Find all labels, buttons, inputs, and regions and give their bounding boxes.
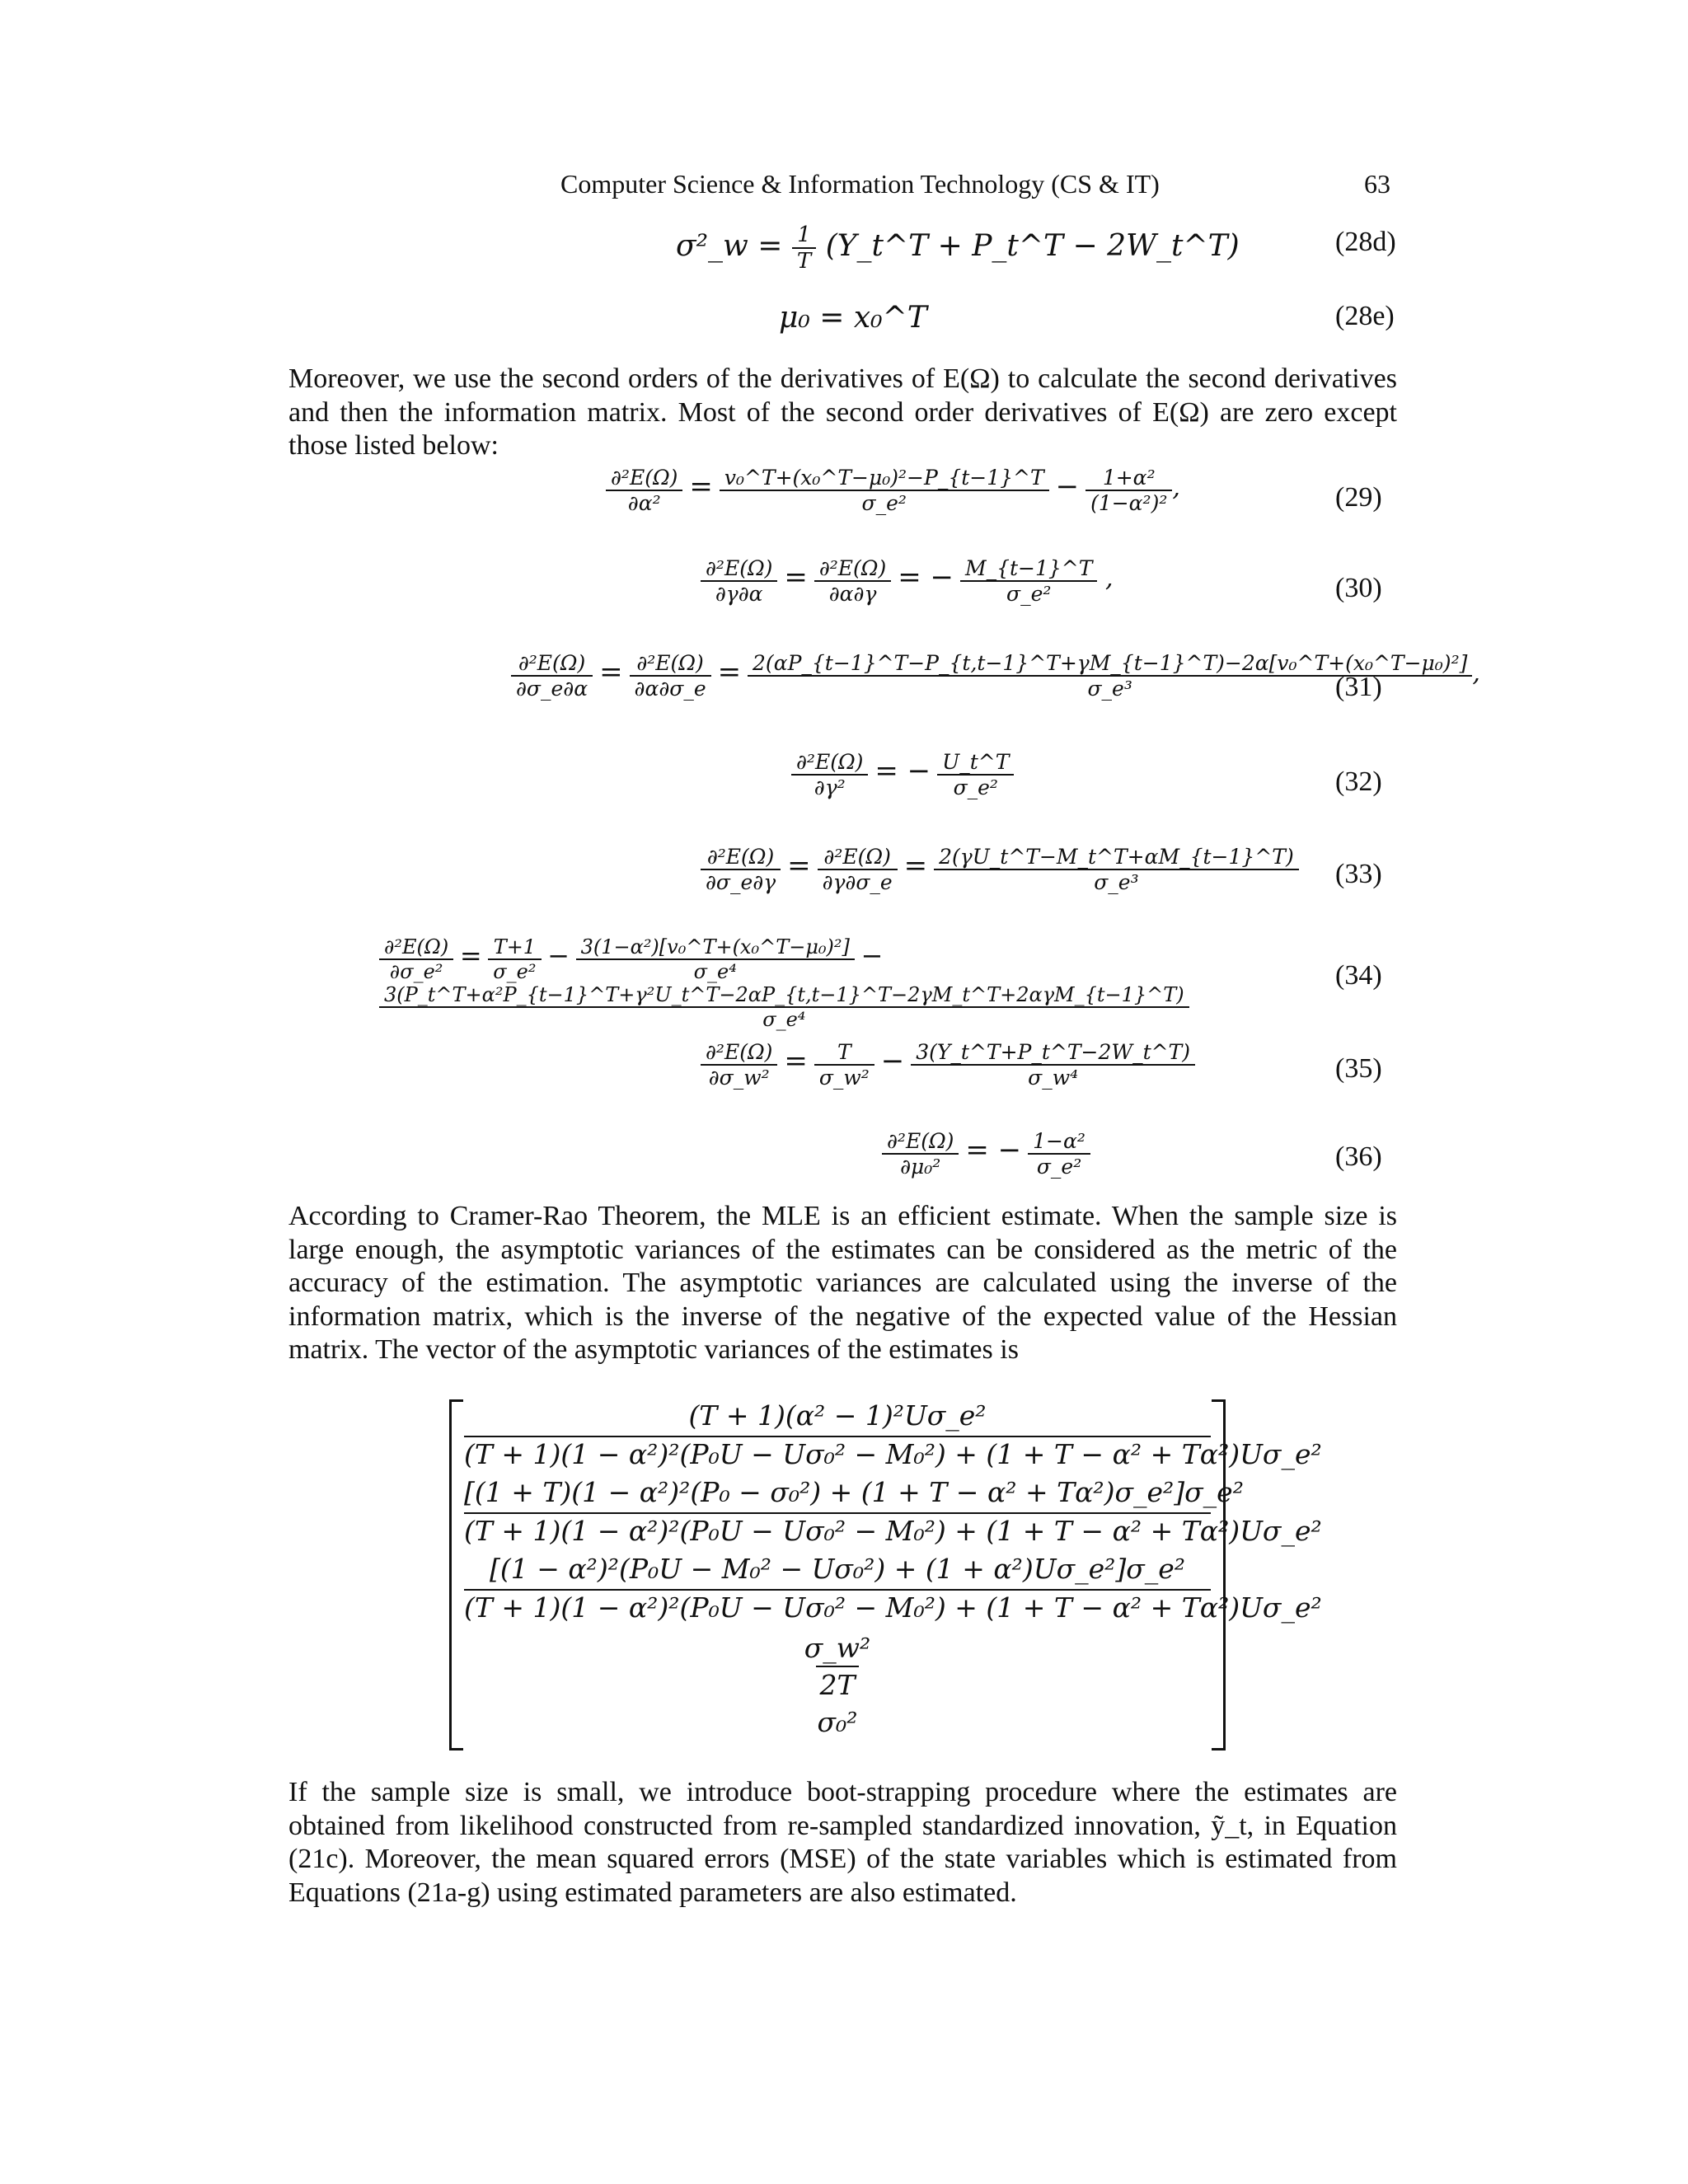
matrix-r2-fraction-line <box>464 1512 1211 1514</box>
eq28d-coef: $\frac{1}{T}$ <box>792 223 816 274</box>
eq28e-number: (28e) <box>1335 301 1395 331</box>
eq28d-number: (28d) <box>1335 227 1396 257</box>
eq33-number: (33) <box>1335 859 1382 889</box>
matrix-r5-entry: σ₀² <box>817 1706 858 1738</box>
paragraph-derivatives-intro: Moreover, we use the second orders of the derivatives of E(Ω) to calculate the second derivatives and then the information matrix. Most of the second order derivatives of E(Ω) are zero except those listed below: <box>288 363 1397 461</box>
matrix-r2-numerator: [(1 + T)(1 − α²)²(P₀ − σ₀²) + (1 + T − α² + Tα²)σ_e²]σ_e² <box>464 1476 1244 1508</box>
equation-35: $\frac{\text{∂²E(Ω)}}{\text{∂σ\_w²}}$ = $\frac{T}{\text{σ\_w²}}$ − $\frac{3(Y\_t\^{}T+P\_t\^{}T-2W\_t\^{}T)}{\text{σ\_w⁴}}$ <box>701 1040 1195 1090</box>
equation-28e: μ₀ = x₀^T <box>779 301 927 335</box>
matrix-r4-numerator: σ_w² <box>804 1632 871 1664</box>
eq32-number: (32) <box>1335 766 1382 797</box>
asymptotic-variance-vector <box>449 1399 1322 1746</box>
equation-36: $\frac{\text{∂²E(Ω)}}{\text{∂μ₀²}}$ = − $\frac{\text{1−α²}}{\text{σ\_e²}}$ <box>882 1129 1090 1179</box>
matrix-r4-fraction-line <box>816 1666 859 1667</box>
equation-33: $\frac{\text{∂²E(Ω)}}{\partial\sigma\_e\partial\gamma}$ = $\frac{\text{∂²E(Ω)}}{\partial\gamma\partial\sigma\_e}$ = $\frac{2(\gamma U\_t\^{}T-M\_t\^{}T+\alpha M\_\{t-1\}\^{}T)}{\text{σ\_e³}}$ <box>701 845 1299 894</box>
matrix-r2-denominator: (T + 1)(1 − α²)²(P₀U − Uσ₀² − M₀²) + (1 + T − α² + Tα²)Uσ_e² <box>464 1515 1322 1547</box>
eq28d-rhs: (Y_t^T + P_t^T − 2W_t^T) <box>825 229 1240 263</box>
equation-32: $\frac{\text{∂²E(Ω)}}{\text{∂γ²}}$ = − $\frac{U\_t\^{}T}{\text{σ\_e²}}$ <box>791 750 1014 799</box>
eq29-number: (29) <box>1335 482 1382 513</box>
matrix-r1-denominator: (T + 1)(1 − α²)²(P₀U − Uσ₀² − M₀²) + (1 + T − α² + Tα²)Uσ_e² <box>464 1438 1322 1470</box>
equation-31: $\frac{\text{∂²E(Ω)}}{\partial\sigma\_e\partial\alpha}$ = $\frac{\text{∂²E(Ω)}}{\partial\alpha\partial\sigma\_e}$ = $\frac{\text{2(αP\_\{t−1\}\textasciicircum{}T−P\_\{t,t−1\}\textasciicircum{}T+γM\_\{t−1\}\textasciicircum{}T)−2α[v₀\textasciicircum{}T+(x₀\textasciicircum{}T−μ₀)²]}}{\text{σ\_e³}}$ , <box>511 651 1480 701</box>
left-bracket <box>449 1399 463 1750</box>
matrix-r1-fraction-line <box>464 1436 1211 1437</box>
equation-28d <box>676 223 1240 274</box>
eq30-number: (30) <box>1335 573 1382 603</box>
eq36-number: (36) <box>1335 1141 1382 1172</box>
equation-30: $\frac{\text{∂²E(Ω)}}{\partial\gamma\partial\alpha}$ = $\frac{\text{∂²E(Ω)}}{\partial\alpha\partial\gamma}$ = − $\frac{M\_\{t-1\}\^{}T}{\text{σ\_e²}}$ , <box>701 556 1114 606</box>
equation-34: $\frac{\text{∂²E(Ω)}}{\text{∂σ\_e²}}$ = $\frac{T+1}{\text{σ\_e²}}$ − $\frac{\text{3(1−α²)[v₀\textasciicircum{}T+(x₀\textasciicircum{}T−μ₀)²]}}{\text{σ\_e⁴}}$ − 3(P_t^T+α²P_{t−1}^T+γ²U_t^T−2αP_{t,t−1}^T−2γM_t^T+2αγM_{t−1}^T) σ_e⁴ <box>379 935 1688 1031</box>
equation-29: $\frac{\text{∂²E(Ω)}}{\text{∂α²}}$ = $\frac{\text{v₀\textasciicircum{}T+(x₀\textasciicircum{}T−μ₀)²−P\_\{t−1\}\textasciicircum{}T}}{\text{σ\_e²}}$ − $\frac{\text{1+α²}}{\text{(1−α²)²}}$ , <box>606 466 1180 515</box>
matrix-r3-denominator: (T + 1)(1 − α²)²(P₀U − Uσ₀² − M₀²) + (1 + T − α² + Tα²)Uσ_e² <box>464 1591 1322 1624</box>
eq34-number: (34) <box>1335 960 1382 991</box>
paragraph-bootstrapping: If the sample size is small, we introduce boot-strapping procedure where the estimates are obtained from likelihood constructed from re-sampled standardized innovation, ỹ_t, in Equation (21c). Moreover, the mean squared errors (MSE) of the state variables which is estimated from Equations (21a-g) using estimated parameters are also estimated. <box>288 1777 1397 1908</box>
page-number: 63 <box>1364 169 1390 199</box>
eq28d-lhs: σ²_w = <box>676 229 783 263</box>
journal-title: Computer Science & Information Technology (CS & IT) <box>560 169 1160 199</box>
matrix-r4-denominator: 2T <box>819 1669 856 1701</box>
paragraph-cramer-rao: According to Cramer-Rao Theorem, the MLE is an efficient estimate. When the sample size is large enough, the asymptotic variances of the estimates can be considered as the metric of the accuracy of the estimation. The asymptotic variances are calculated using the inverse of the information matrix, which is the inverse of the negative of the expected value of the Hessian matrix. The vector of the asymptotic variances of the estimates is <box>288 1201 1397 1365</box>
eq35-number: (35) <box>1335 1053 1382 1084</box>
matrix-r1-numerator: (T + 1)(α² − 1)²Uσ_e² <box>688 1399 987 1432</box>
matrix-r3-fraction-line <box>464 1589 1211 1591</box>
matrix-r3-numerator: [(1 − α²)²(P₀U − M₀² − Uσ₀²) + (1 + α²)Uσ_e²]σ_e² <box>489 1553 1186 1585</box>
eq31-number: (31) <box>1335 672 1382 702</box>
